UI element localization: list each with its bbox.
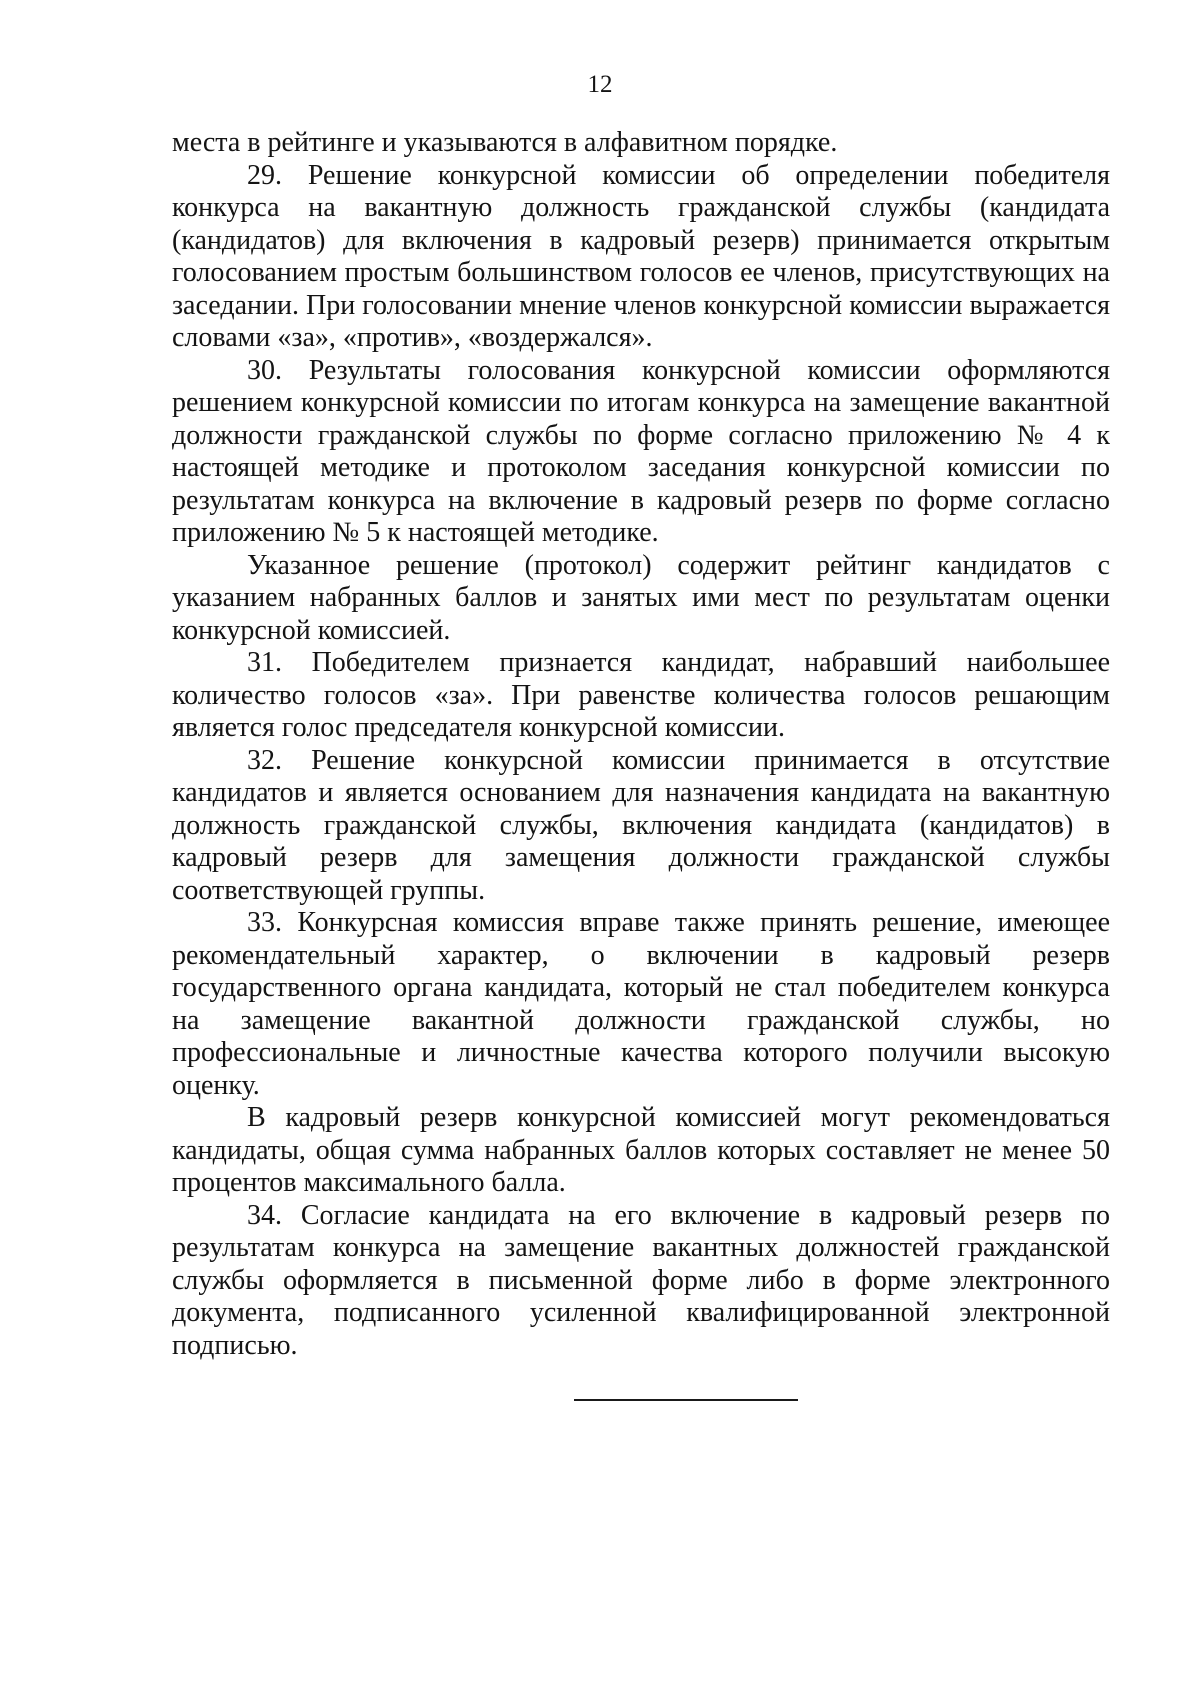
document-body xyxy=(172,127,1110,1362)
paragraph-30: 30. Результаты голосования конкурсной комиссии оформляются решением конкурсной комиссии по итогам конкурса на замещение вакантной должности гражданской службы по форме согласно приложению № 4 к настоящей методике и протоколом заседания конкурсной комиссии по результатам конкурса на включение в кадровый резерв по форме согласно приложению № 5 к настоящей методике. xyxy=(172,354,1110,548)
paragraph-29: 29. Решение конкурсной комиссии об определении победителя конкурса на вакантную должность гражданской службы (кандидата (кандидатов) для включения в кадровый резерв) принимается открытым голосованием простым большинством голосов ее членов, присутствующих на заседании. При голосовании мнение членов конкурсной комиссии выражается словами «за», «против», «воздержался». xyxy=(172,159,1110,353)
paragraph-34: 34. Согласие кандидата на его включение в кадровый резерв по результатам конкурса на замещение вакантных должностей гражданской службы оформляется в письменной форме либо в форме электронного документа, подписанного усиленной квалифицированной электронной подписью. xyxy=(172,1199,1110,1361)
paragraph-31: 31. Победителем признается кандидат, набравший наибольшее количество голосов «за». При равенстве количества голосов решающим является голос председателя конкурсной комиссии. xyxy=(172,647,1110,743)
end-of-document-rule xyxy=(574,1399,798,1401)
paragraph-33: 33. Конкурсная комиссия вправе также принять решение, имеющее рекомендательный характер, о включении в кадровый резерв государственного органа кандидата, который не стал победителем конкурса на замещение вакантной должности гражданской службы, но профессиональные и личностные качества которого получили высокую оценку. xyxy=(172,907,1110,1101)
paragraph-continuation: места в рейтинге и указываются в алфавитном порядке. xyxy=(172,127,838,158)
paragraph-33-reserve: В кадровый резерв конкурсной комиссией могут рекомендоваться кандидаты, общая сумма набранных баллов которых составляет не менее 50 процентов максимального балла. xyxy=(172,1102,1110,1198)
page-number: 12 xyxy=(587,71,613,98)
paragraph-32: 32. Решение конкурсной комиссии принимается в отсутствие кандидатов и является основанием для назначения кандидата на вакантную должность гражданской службы, включения кандидата (кандидатов) в кадровый резерв для замещения должности гражданской службы соответствующей группы. xyxy=(172,744,1110,906)
paragraph-30-protocol: Указанное решение (протокол) содержит рейтинг кандидатов с указанием набранных баллов и занятых ими мест по результатам оценки конкурсной комиссией. xyxy=(172,549,1110,646)
